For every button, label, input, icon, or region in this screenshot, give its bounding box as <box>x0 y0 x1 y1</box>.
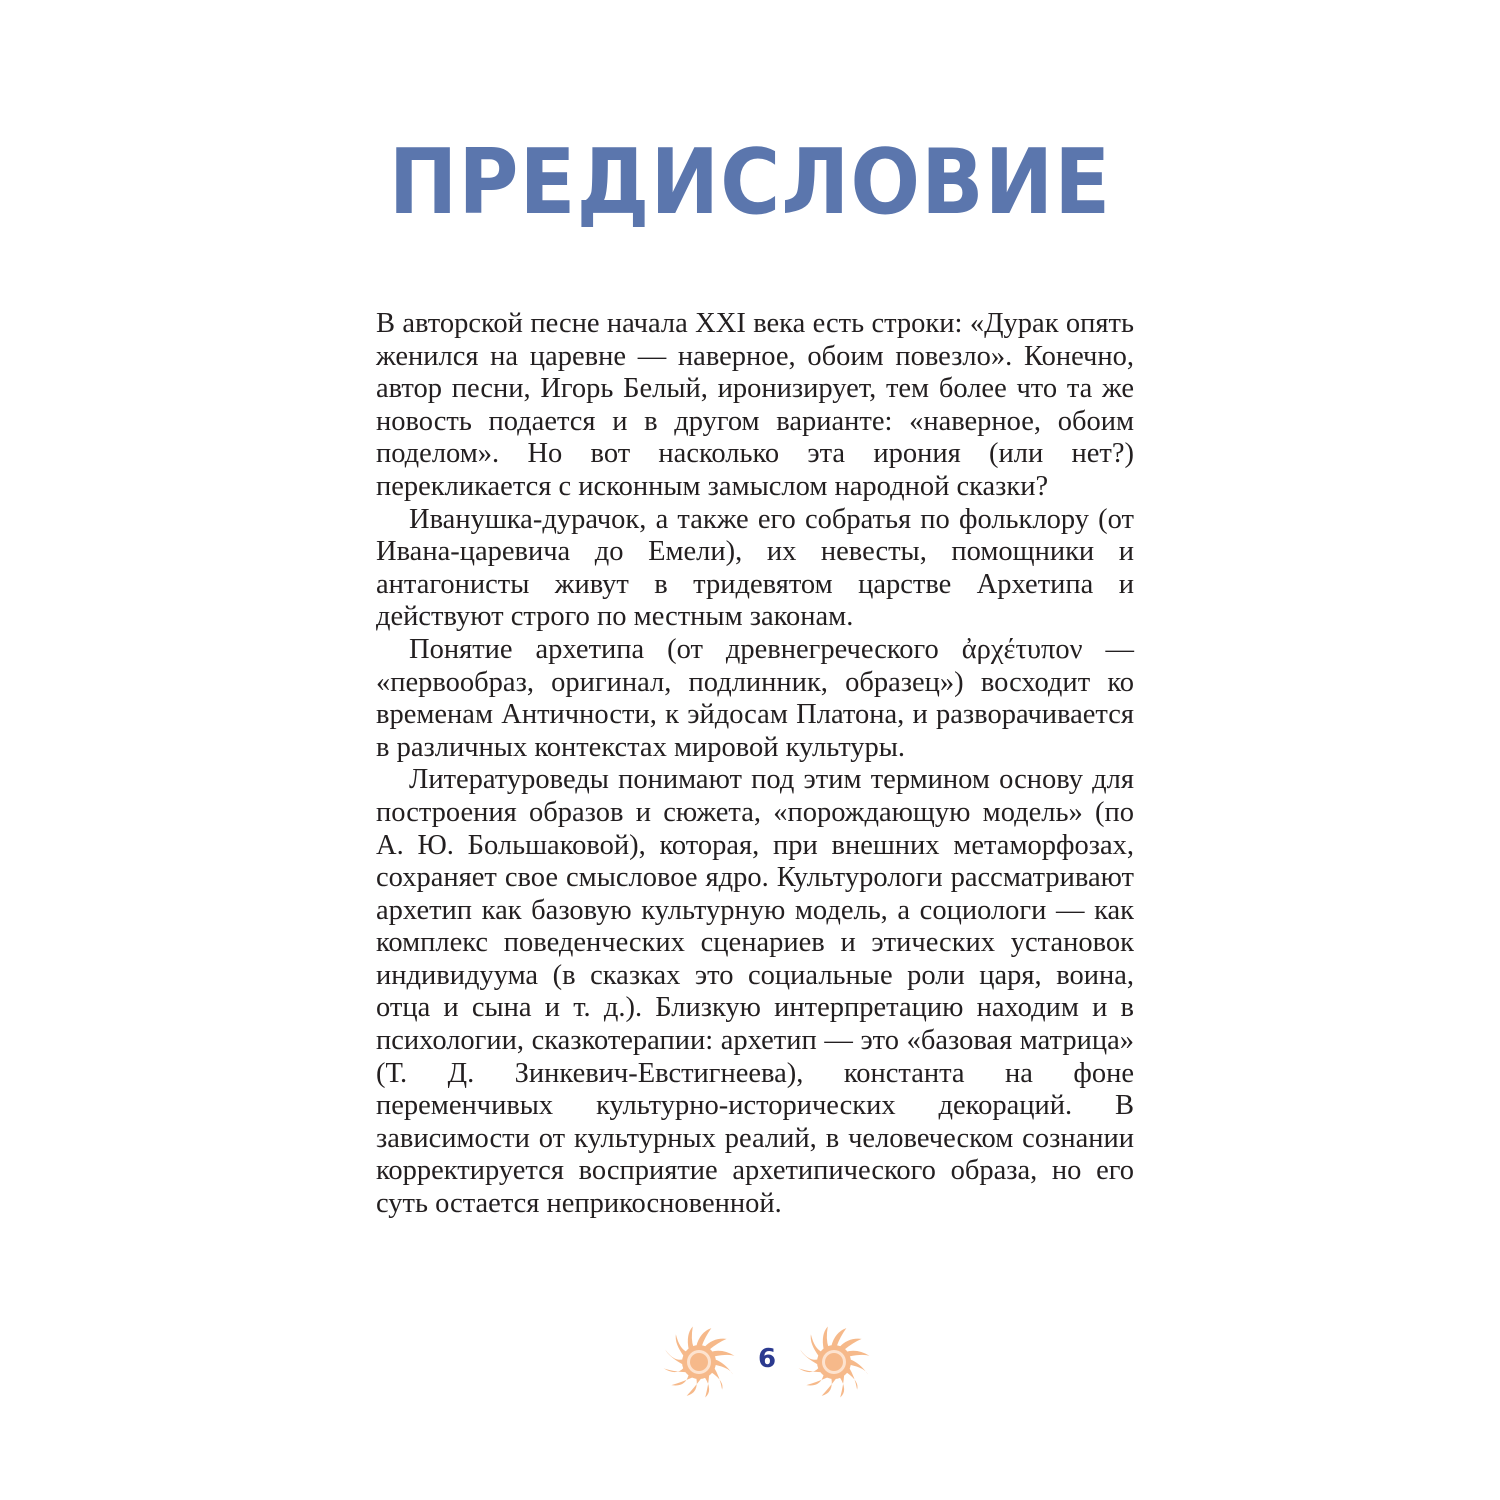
sun-icon <box>659 1322 739 1402</box>
paragraph-3: Понятие архетипа (от древнегреческого ἀρχέτυπον — «первообраз, оригинал, подлинник, образец») восходит ко временам Античности, к эйдосам Платона, и разворачивается в различных контекстах мировой культуры. <box>376 633 1134 763</box>
body-text <box>376 308 1134 1221</box>
page-number: 6 <box>757 1344 777 1374</box>
sun-icon <box>794 1322 874 1402</box>
paragraph-1: В авторской песне начала XXI века есть строки: «Дурак опять женился на царевне — наверное, обоим повезло». Конечно, автор песни, Игорь Белый, иронизирует, тем более что та же новость подается и в другом варианте: «наверное, обоим поделом». Но вот насколько эта ирония (или нет?) перекликается с исконным замыслом народной сказки? <box>376 308 1134 502</box>
chapter-title: ПРЕДИСЛОВИЕ <box>388 130 1112 235</box>
paragraph-4: Литературоведы понимают под этим термином основу для построения образов и сюжета, «порождающую модель» (по А. Ю. Большаковой), которая, при внешних метаморфозах, сохраняет свое смысловое ядро. Культурологи рассматривают архетип как базовую культурную модель, а социологи — как комплекс поведенческих сценариев и этических установок индивидуума (в сказках это социальные роли царя, воина, отца и сына и т. д.). Близкую интерпретацию находим и в психологии, сказкотерапии: архетип — это «базовая матрица» (Т. Д. Зинкевич-Евстигнеева), константа на фоне переменчивых культурно-исторических декораций. В зависимости от культурных реалий, в человеческом сознании корректируется восприятие архетипического образа, но его суть остается неприкосновенной. <box>376 764 1134 1220</box>
page-footer <box>0 1322 1500 1402</box>
paragraph-2: Иванушка-дурачок, а также его собратья по фольклору (от Ивана-царевича до Емели), их невесты, помощники и антагонисты живут в тридевятом царстве Архетипа и действуют строго по местным законам. <box>376 503 1134 633</box>
